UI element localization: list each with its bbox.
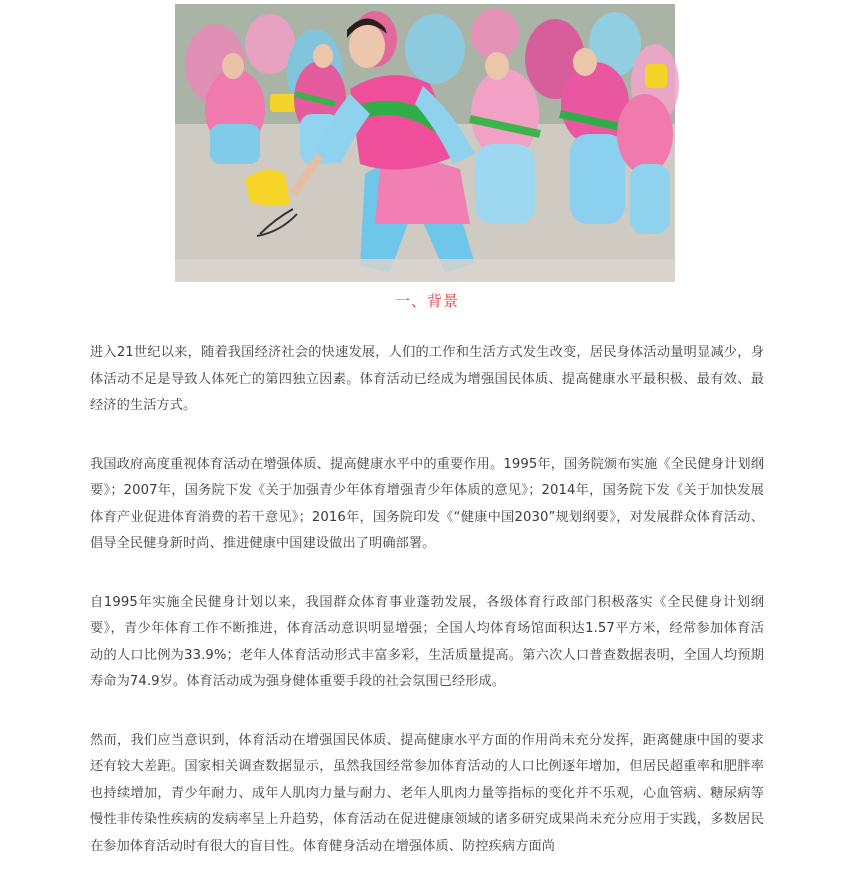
hero-photo-fan-dancers xyxy=(175,4,675,282)
section-title: 一、背景 xyxy=(394,292,459,310)
dancers-illustration xyxy=(175,4,675,282)
paragraph-intro: 进入21世纪以来，随着我国经济社会的快速发展，人们的工作和生活方式发生改变，居民身体活动量明显减少，身体活动不足是导致人体死亡的第四独立因素。体育活动已经成为增强国民体质、提高健康水平最积极、最有效、最经济的生活方式。 xyxy=(90,345,764,413)
paragraph-progress: 自1995年实施全民健身计划以来，我国群众体育事业蓬勃发展，各级体育行政部门积极落实《全民健身计划纲要》，青少年体育工作不断推进，体育活动意识明显增强；全国人均体育场馆面积达1.57平方米，经常参加体育活动的人口比例为33.9%；老年人体育活动形式丰富多彩，生活质量提高。第六次人口普查数据表明，全国人均预期寿命为74.9岁。体育活动成为强身健体重要手段的社会氛围已经形成。 xyxy=(90,594,764,689)
article-body xyxy=(90,340,764,892)
paragraph-policy: 我国政府高度重视体育活动在增强体质、提高健康水平中的重要作用。1995年，国务院颁布实施《全民健身计划纲要》；2007年，国务院下发《关于加强青少年体育增强青少年体质的意见》；2014年，国务院下发《关于加快发展体育产业促进体育消费的若干意见》；2016年，国务院印发《“健康中国2030”规划纲要》，对发展群众体育活动、倡导全民健身新时尚、推进健康中国建设做出了明确部署。 xyxy=(90,456,764,551)
paragraph-challenges: 然而，我们应当意识到，体育活动在增强国民体质、提高健康水平方面的作用尚未充分发挥，距离健康中国的要求还有较大差距。国家相关调查数据显示，虽然我国经常参加体育活动的人口比例逐年增加，但居民超重率和肥胖率也持续增加，青少年耐力、成年人肌肉力量与耐力、老年人肌肉力量等指标的变化并不乐观，心血管病、糖尿病等慢性非传染性疾病的发病率呈上升趋势，体育活动在促进健康领域的诸多研究成果尚未充分应用于实践，多数居民在参加体育活动时有很大的盲目性。体育健身活动在增强体质、防控疾病方面尚 xyxy=(90,732,764,854)
